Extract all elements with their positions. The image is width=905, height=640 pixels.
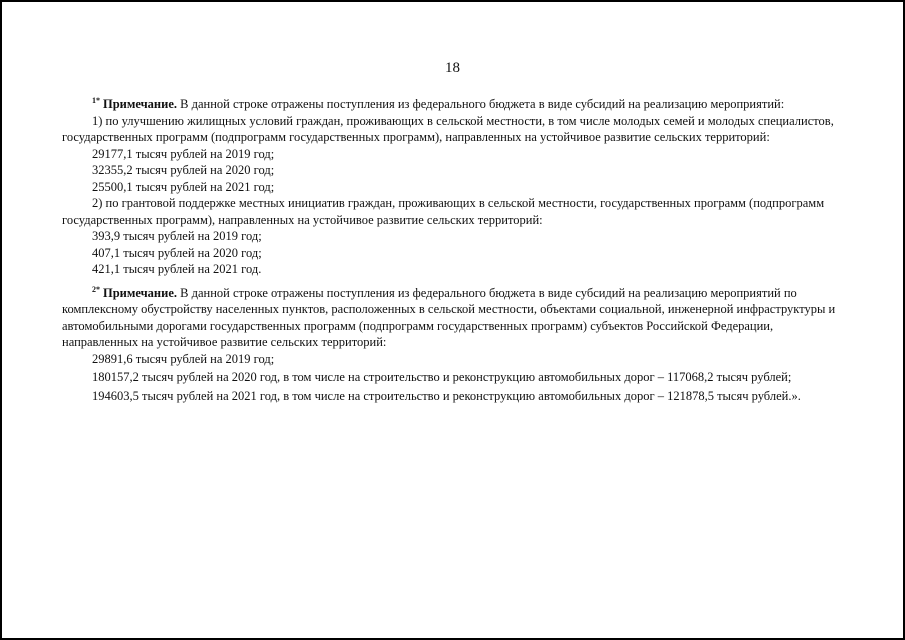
note1-item1: 1) по улучшению жилищных условий граждан, проживающих в сельской местности, в том числе молодых семей и молодых специалистов, государственных программ (подпрограмм государственных программ), направленных на устойчивое развитие сельских территорий:	[62, 113, 834, 144]
note2-intro: В данной строке отражены поступления из федерального бюджета в виде субсидий на реализацию мероприятий по комплексному обустройству населенных пунктов, расположенных в сельской местности, объектами социальной, инженерной инфраструктуры и автомобильными дорогами государственных программ (подпрограмм государственных программ) субъектов Российской Федерации, направленных на устойчивое развитие сельских территорий:	[62, 285, 836, 349]
note1-item1-amount: 25500,1 тысяч рублей на 2021 год;	[92, 179, 275, 194]
note1-item2-amount: 421,1 тысяч рублей на 2021 год.	[92, 262, 262, 276]
note1-label: Примечание.	[103, 97, 178, 111]
document-body	[62, 93, 852, 404]
note1-item1-amount: 32355,2 тысяч рублей на 2020 год;	[92, 163, 275, 177]
note1-item1-amount: 29177,1 тысяч рублей на 2019 год;	[92, 146, 275, 161]
note1-paragraph	[62, 93, 852, 113]
note1-item2-amount: 393,9 тысяч рублей на 2019 год;	[92, 229, 262, 243]
note1-item2-amount: 407,1 тысяч рублей на 2020 год;	[92, 245, 262, 260]
note1-footnote-marker: 1*	[92, 96, 100, 105]
note1-item2: 2) по грантовой поддержке местных инициатив граждан, проживающих в сельской местности, государственных программ (подпрограмм государственных программ), направленных на устойчивое развитие сельских территорий:	[62, 196, 825, 227]
note2-amount: 180157,2 тысяч рублей на 2020 год, в том числе на строительство и реконструкцию автомобильных дорог – 117068,2 тысяч рублей;	[92, 370, 792, 384]
page-number: 18	[445, 60, 460, 76]
note2-label: Примечание.	[103, 285, 178, 300]
note2-paragraph	[62, 282, 852, 351]
note2-amount: 29891,6 тысяч рублей на 2019 год;	[92, 351, 275, 366]
note2-footnote-marker: 2*	[92, 284, 100, 294]
note2-amount: 194603,5 тысяч рублей на 2021 год, в том числе на строительство и реконструкцию автомобильных дорог – 121878,5 тысяч рублей.».	[92, 388, 801, 403]
note1-intro: В данной строке отражены поступления из федерального бюджета в виде субсидий на реализацию мероприятий:	[177, 97, 785, 111]
